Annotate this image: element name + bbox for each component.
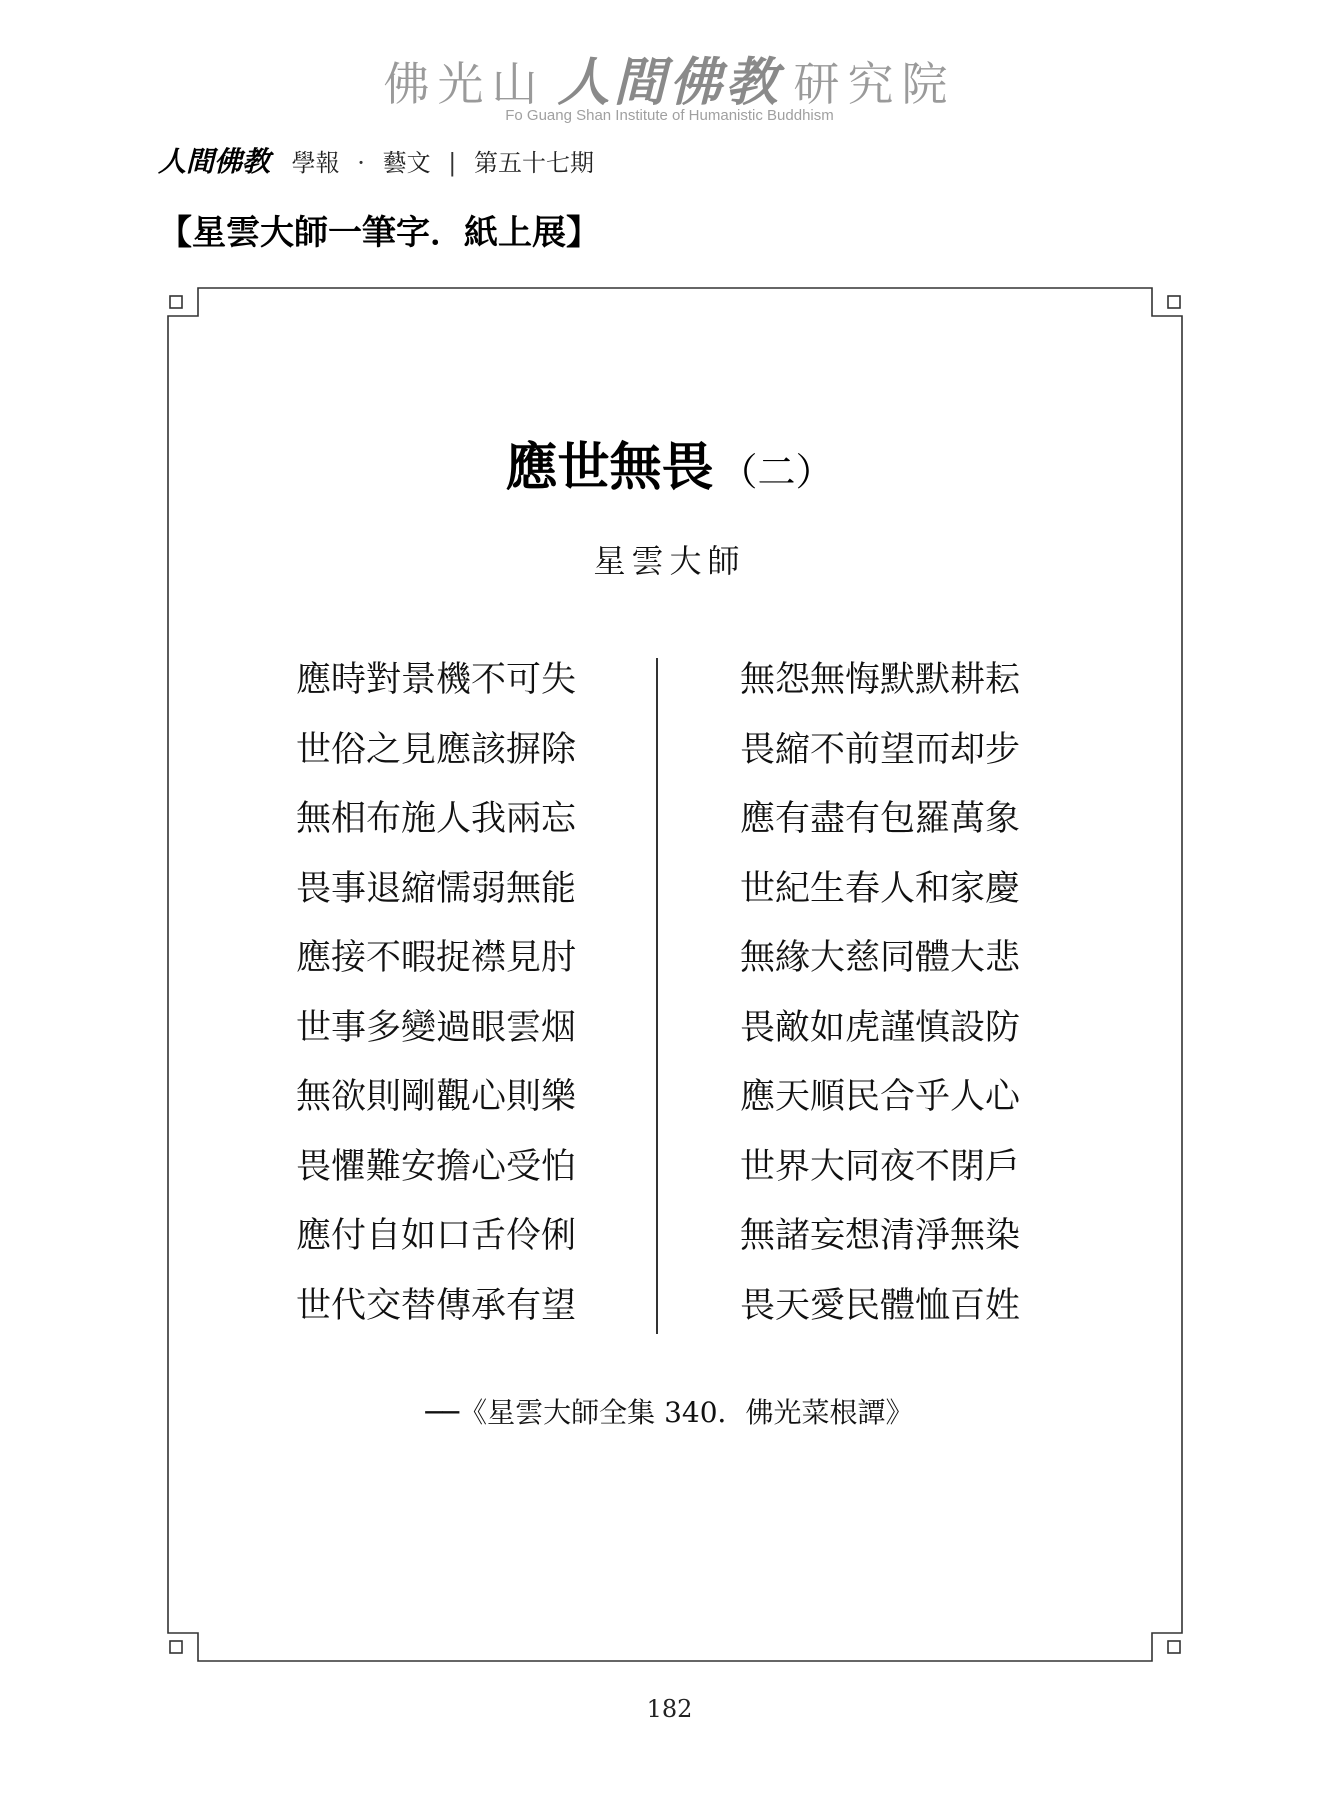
journal-dot: · <box>357 149 365 177</box>
poem-title-main: 應世無畏 <box>505 437 714 498</box>
poem-line: 無緣大慈同體大悲 <box>740 938 1021 978</box>
journal-section-b: 藝文 <box>382 149 431 177</box>
poem-line: 無怨無悔默默耕耘 <box>740 660 1021 700</box>
poem-line: 畏敵如虎謹慎設防 <box>740 1007 1021 1048</box>
journal-issue: 第五十七期 <box>473 149 594 177</box>
journal-header <box>158 140 594 180</box>
journal-section-a: 學報 <box>291 149 340 177</box>
journal-bar: | <box>448 149 457 177</box>
poem-line: 世界大同夜不閉戶 <box>740 1146 1021 1187</box>
institute-name-brush: 人間佛教 <box>557 52 782 113</box>
poem-citation: ──《星雲大師全集 340．佛光菜根譚》 <box>425 1396 914 1429</box>
section-title: 【星雲大師一筆字．紙上展】 <box>158 213 600 253</box>
poem-line: 畏天愛民體恤百姓 <box>740 1285 1021 1326</box>
poem-line: 畏事退縮懦弱無能 <box>296 868 577 909</box>
column-divider <box>656 658 658 1334</box>
poem-line: 無相布施人我兩忘 <box>296 799 577 839</box>
poem-author: 星雲大師 <box>593 542 746 580</box>
page-number: 182 <box>646 1695 693 1723</box>
poem-line: 無諸妄想清淨無染 <box>740 1216 1021 1256</box>
poem-line: 應天順民合乎人心 <box>740 1077 1021 1117</box>
poem-line: 應付自如口舌伶俐 <box>296 1216 577 1256</box>
poem-left-column <box>296 652 616 1347</box>
poem-line: 世俗之見應該摒除 <box>296 729 577 770</box>
poem-right-column <box>740 652 1060 1347</box>
poem-line: 應時對景機不可失 <box>296 660 577 700</box>
poem-title-suffix: （二） <box>719 450 834 494</box>
journal-logo: 人間佛教 <box>158 145 271 178</box>
institute-name <box>0 40 1339 115</box>
poem-line: 畏懼難安擔心受怕 <box>296 1146 577 1187</box>
institute-name-right: 研究院 <box>793 57 956 111</box>
poem-line: 畏縮不前望而却步 <box>740 729 1021 770</box>
institute-name-left: 佛光山 <box>383 57 546 111</box>
poem-line: 應接不暇捉襟見肘 <box>296 938 577 978</box>
institute-english-name: Fo Guang Shan Institute of Humanistic Buddhism <box>505 107 834 124</box>
poem-line: 世代交替傳承有望 <box>296 1285 577 1326</box>
poem-line: 世事多變過眼雲烟 <box>296 1007 577 1048</box>
poem-title <box>0 425 1339 500</box>
poem-line: 無欲則剛觀心則樂 <box>296 1077 577 1117</box>
poem-line: 應有盡有包羅萬象 <box>740 799 1021 839</box>
poem-line: 世紀生春人和家慶 <box>740 868 1021 909</box>
